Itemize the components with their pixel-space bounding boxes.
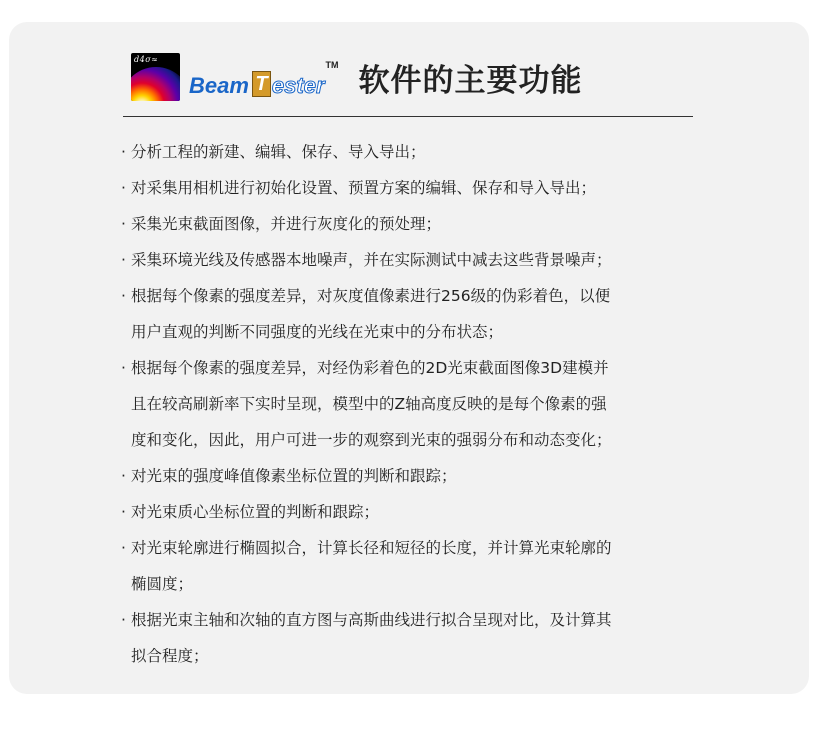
feature-item — [121, 134, 701, 170]
feature-text-line: 对光束轮廓进行椭圆拟合，计算长径和短径的长度，并计算光束轮廓的 — [131, 539, 612, 557]
feature-text-line: 对采集用相机进行初始化设置、预置方案的编辑、保存和导入导出； — [131, 179, 597, 197]
page-title: 软件的主要功能 — [358, 62, 583, 99]
feature-item — [121, 278, 701, 350]
brand-trademark: TM — [325, 60, 339, 70]
bullet-icon: · — [121, 503, 126, 521]
header — [131, 52, 583, 102]
brand-tester-rest: ester — [271, 73, 325, 98]
feature-item — [121, 458, 701, 494]
bullet-icon: · — [121, 611, 126, 629]
feature-text-line: 且在较高刷新率下实时呈现，模型中的Z轴高度反映的是每个像素的强 — [131, 395, 607, 413]
feature-item — [121, 350, 701, 458]
feature-text-line: 拟合程度； — [131, 647, 209, 665]
feature-item — [121, 602, 701, 674]
bullet-icon: · — [121, 143, 126, 161]
feature-item — [121, 206, 701, 242]
feature-text-line: 根据每个像素的强度差异，对经伪彩着色的2D光束截面图像3D建模并 — [131, 359, 609, 377]
brand-tester-t: T — [252, 71, 271, 97]
bullet-icon: · — [121, 287, 126, 305]
feature-item — [121, 530, 701, 602]
bullet-icon: · — [121, 467, 126, 485]
feature-text-line: 根据每个像素的强度差异，对灰度值像素进行256级的伪彩着色，以便 — [131, 287, 611, 305]
brand-beam: Beam — [189, 73, 249, 98]
bullet-icon: · — [121, 251, 126, 269]
feature-text-line: 分析工程的新建、编辑、保存、导入导出； — [131, 143, 426, 161]
feature-list — [121, 134, 701, 674]
rainbow-beam-graphic — [131, 67, 180, 101]
feature-item — [121, 494, 701, 530]
bullet-icon: · — [121, 539, 126, 557]
feature-text-line: 椭圆度； — [131, 575, 194, 593]
bullet-icon: · — [121, 179, 126, 197]
feature-text-line: 用户直观的判断不同强度的光线在光束中的分布状态； — [131, 323, 504, 341]
feature-text-line: 采集环境光线及传感器本地噪声，并在实际测试中减去这些背景噪声； — [131, 251, 612, 269]
logo-formula-text: d4σ≈ — [134, 55, 159, 64]
feature-text-line: 对光束的强度峰值像素坐标位置的判断和跟踪； — [131, 467, 457, 485]
feature-text-line: 度和变化，因此，用户可进一步的观察到光束的强弱分布和动态变化； — [131, 431, 612, 449]
feature-item — [121, 170, 701, 206]
title-divider — [123, 116, 693, 117]
feature-item — [121, 242, 701, 278]
beamtester-logo-icon — [131, 53, 180, 101]
feature-text-line: 采集光束截面图像，并进行灰度化的预处理； — [131, 215, 442, 233]
feature-text-line: 根据光束主轴和次轴的直方图与高斯曲线进行拟合呈现对比，及计算其 — [131, 611, 612, 629]
feature-text-line: 对光束质心坐标位置的判断和跟踪； — [131, 503, 380, 521]
bullet-icon: · — [121, 215, 126, 233]
brand-wordmark — [189, 57, 339, 97]
bullet-icon: · — [121, 359, 126, 377]
